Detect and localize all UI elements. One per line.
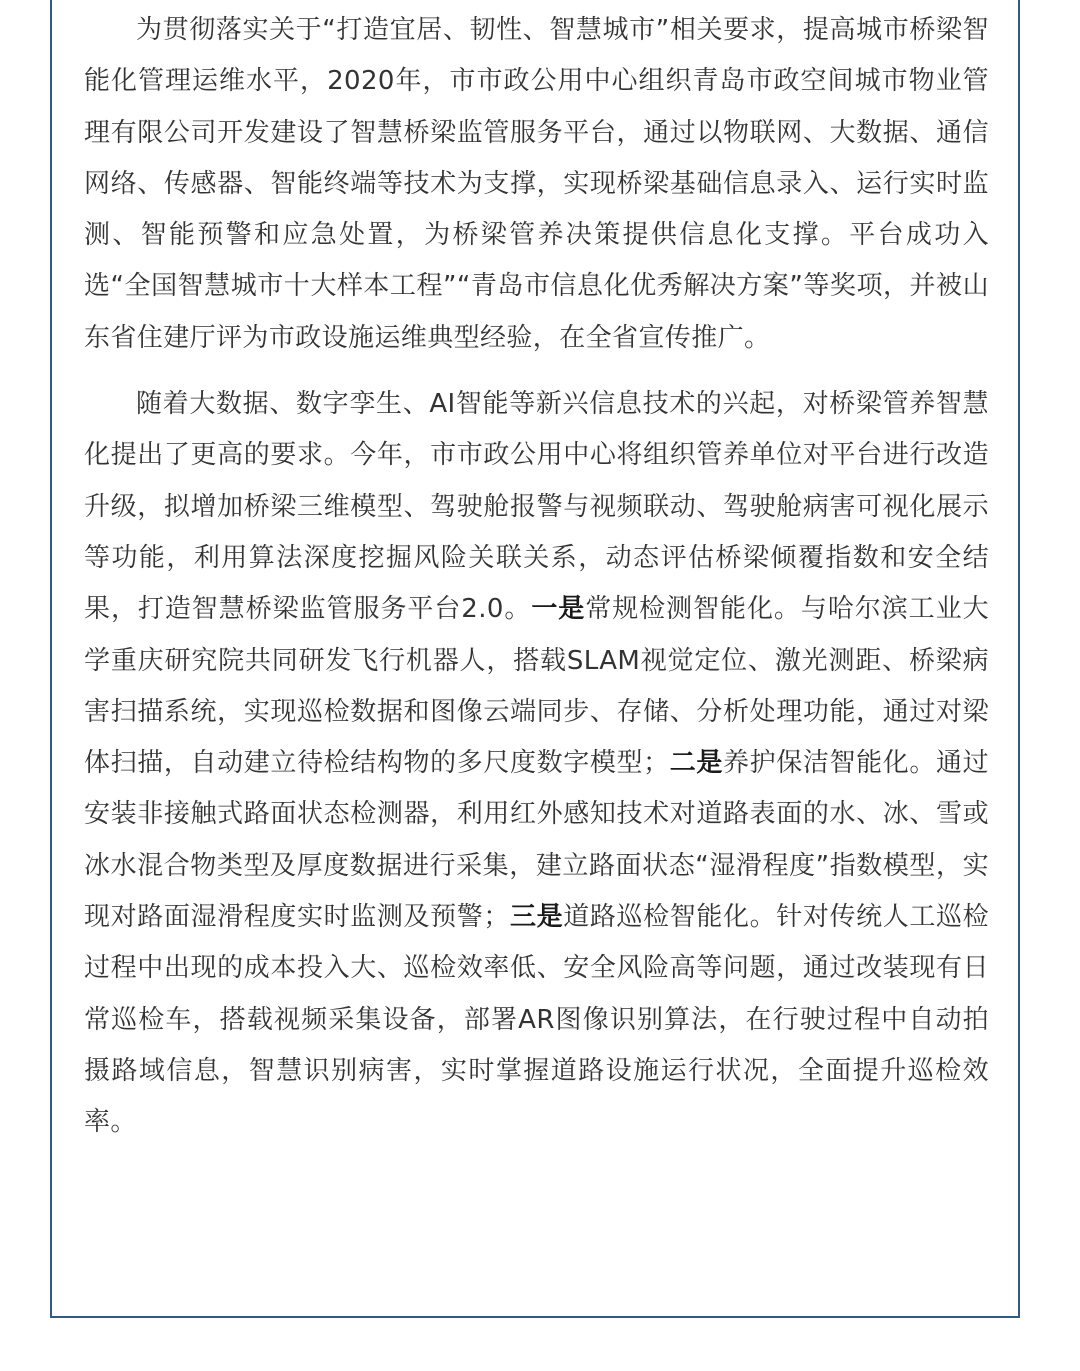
- item-1-label: 一是: [531, 594, 586, 625]
- item-3-text: 道路巡检智能化。针对传统人工巡检过程中出现的成本投入大、巡检效率低、安全风险高等问题，通过改装现有日常巡检车，搭载视频采集设备，部署AR图像识别算法，在行驶过程中自动拍摄路域信息，智慧识别病害，实时掌握道路设施运行状况，全面提升巡检效率。: [84, 902, 990, 1138]
- paragraph-platform-overview: [84, 5, 989, 364]
- item-1-text: 常规检测智能化。与哈尔滨工业大学重庆研究院共同研发飞行机器人，搭载SLAM视觉定位、激光测距、桥梁病害扫描系统，实现巡检数据和图像云端同步、存储、分析处理功能，通过对梁体扫描，自动建立待检结构物的多尺度数字模型；: [84, 594, 989, 779]
- paragraph-platform-upgrade: [84, 379, 989, 1148]
- item-2-label: 二是: [669, 748, 723, 779]
- item-2-text: 养护保洁智能化。通过安装非接触式路面状态检测器，利用红外感知技术对道路表面的水、冰、雪或冰水混合物类型及厚度数据进行采集，建立路面状态“湿滑程度”指数模型，实现对路面湿滑程度实时监测及预警；: [84, 748, 989, 933]
- paragraph-2-intro: 随着大数据、数字孪生、AI智能等新兴信息技术的兴起，对桥梁管养智慧化提出了更高的要求。今年，市市政公用中心将组织管养单位对平台进行改造升级，拟增加桥梁三维模型、驾驶舱报警与视频联动、驾驶舱病害可视化展示等功能，利用算法深度挖掘风险关联关系，动态评估桥梁倾覆指数和安全结果，打造智慧桥梁监管服务平台2.0。: [84, 389, 989, 625]
- article-body: [84, 5, 989, 1149]
- item-3-label: 三是: [509, 902, 564, 933]
- paragraph-1-text: 为贯彻落实关于“打造宜居、韧性、智慧城市”相关要求，提高城市桥梁智能化管理运维水平，2020年，市市政公用中心组织青岛市政空间城市物业管理有限公司开发建设了智慧桥梁监管服务平台，通过以物联网、大数据、通信网络、传感器、智能终端等技术为支撑，实现桥梁基础信息录入、运行实时监测、智能预警和应急处置，为桥梁管养决策提供信息化支撑。平台成功入选“全国智慧城市十大样本工程”“青岛市信息化优秀解决方案”等奖项，并被山东省住建厅评为市政设施运维典型经验，在全省宣传推广。: [84, 15, 989, 353]
